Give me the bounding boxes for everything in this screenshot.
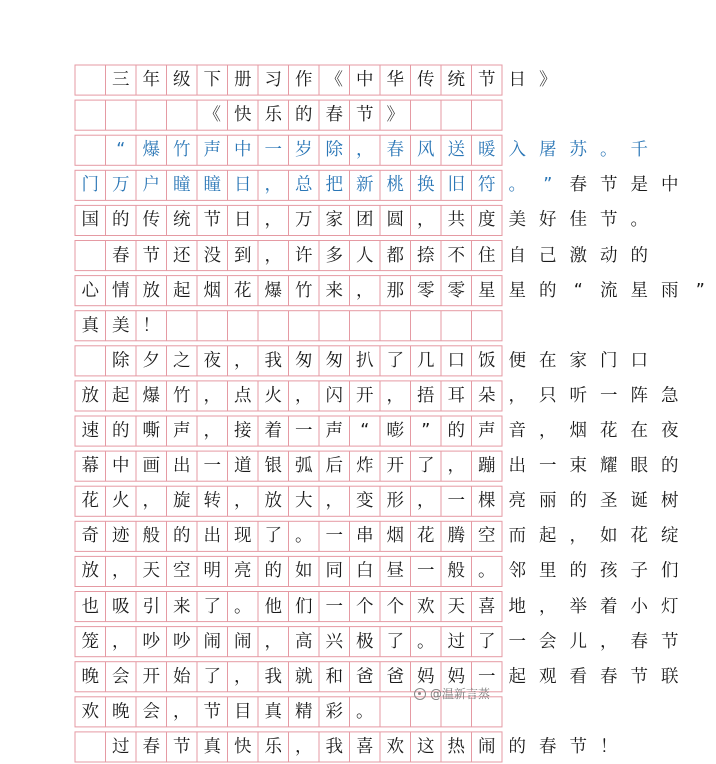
text-line: 奇 迹 般 的 出 现 了 。 一 串 烟 花 腾 空 而 起 ， 如 花 绽: [81, 526, 679, 547]
text-line: 放 ， 天 空 明 亮 的 如 同 白 昼 一 般 。 邻 里 的 孩 子 们: [81, 561, 679, 582]
text-line: 花 火 ， 旋 转 ， 放 大 ， 变 形 ， 一 棵 亮 丽 的 圣 诞 树: [81, 491, 679, 512]
text-line: 晚 会 开 始 了 ， 我 就 和 爸 爸 妈 妈 一 起 观 看 春 节 联: [81, 666, 679, 687]
text-line: 国 的 传 统 节 日 ， 万 家 团 圆 ， 共 度 美 好 佳 节 。: [81, 210, 648, 231]
text-line: 门 万 户 瞳 瞳 日 ， 总 把 新 桃 换 旧 符 。 ” 春 节 是 中: [81, 175, 679, 196]
text-line: “ 爆 竹 声 中 一 岁 除 ， 春 风 送 暖 入 屠 苏 。 千: [116, 140, 648, 161]
text-line: 三 年 级 下 册 习 作 《 中 华 传 统 节 日 》: [112, 70, 557, 90]
text-line: 也 吸 引 来 了 。 他 们 一 个 个 欢 天 喜 地 ， 举 着 小 灯: [81, 596, 679, 617]
text-line: 心 情 放 起 烟 花 爆 竹 来 ， 那 零 零 星 星 的 “ 流 星 雨 ”: [81, 280, 705, 301]
text-line: 真 美 ！: [81, 315, 160, 336]
watermark-text: @温新言蒸: [429, 687, 490, 701]
text-line: 放 起 爆 竹 ， 点 火 ， 闪 开 ， 捂 耳 朵 ， 只 听 一 阵 急: [81, 385, 679, 406]
text-line: 笼 ， 吵 吵 闹 闹 ， 高 兴 极 了 。 过 了 一 会 儿 ， 春 节: [81, 631, 679, 652]
text-line: 除 夕 之 夜 ， 我 匆 匆 扒 了 几 口 饭 便 在 家 门 口: [112, 350, 648, 371]
watermark-logo-icon: [414, 688, 426, 700]
text-line: 春 节 还 没 到 ， 许 多 人 都 捺 不 住 自 己 激 动 的: [112, 245, 648, 266]
watermark: [414, 685, 490, 702]
text-line: 幕 中 画 出 一 道 银 弧 后 炸 开 了 ， 蹦 出 一 束 耀 眼 的: [81, 456, 679, 477]
text-line: 速 的 嘶 声 ， 接 着 一 声 “ 嘭 ” 的 声 音 ， 烟 花 在 夜: [81, 421, 679, 441]
text-line: 欢 晚 会 ， 节 目 真 精 彩 。: [81, 701, 374, 722]
text-line: 过 春 节 真 快 乐 ， 我 喜 欢 这 热 闹 的 春 节 ！: [112, 736, 618, 757]
text-line: 《 快 乐 的 春 节 》: [203, 105, 404, 126]
